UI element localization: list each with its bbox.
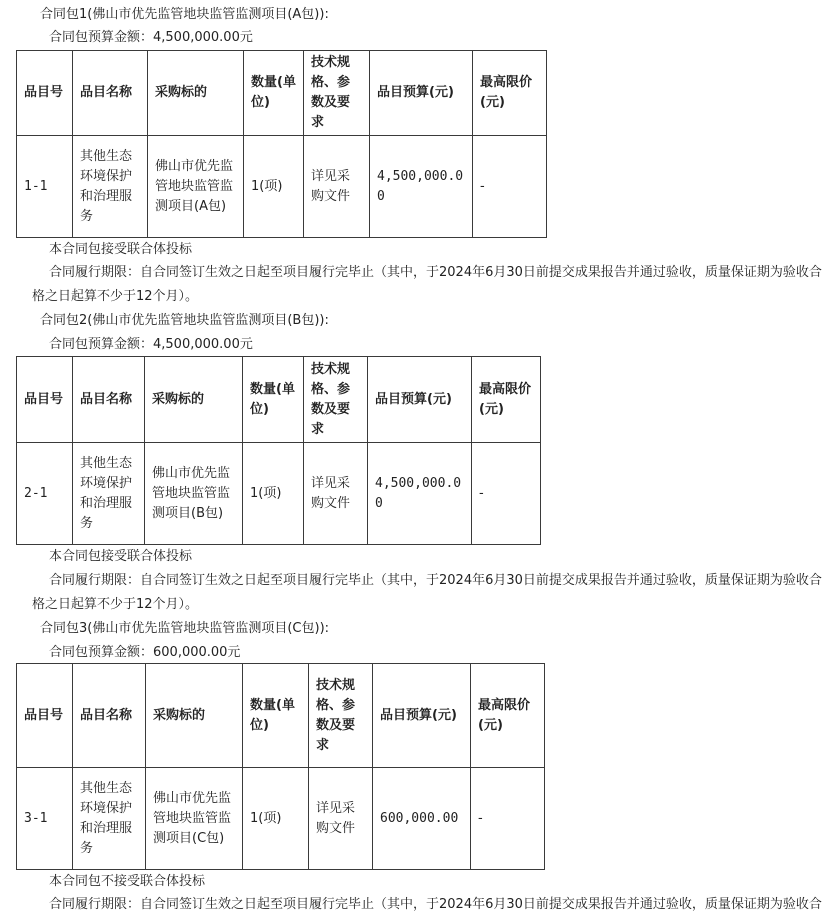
header-cell: 技术规格、参数及要求	[309, 664, 373, 768]
header-cell: 数量(单位)	[244, 51, 304, 136]
term-line: 合同履行期限：自合同签订生效之日起至项目履行完毕止（其中，于2024年6月30日前提交成果报告并通过验收，质量保证期为验收合	[49, 573, 822, 588]
table-row	[17, 768, 545, 870]
term-line-cont: 格之日起算不少于12个月）。	[32, 289, 199, 304]
term-line: 合同履行期限：自合同签订生效之日起至项目履行完毕止（其中，于2024年6月30日前提交成果报告并通过验收，质量保证期为验收合	[49, 265, 822, 280]
package-budget: 合同包预算金额：600,000.00元	[49, 645, 241, 660]
item-budget: 4,500,000.00	[368, 443, 472, 545]
item-name: 其他生态环境保护和治理服务	[73, 768, 146, 870]
header-cell: 品目名称	[73, 357, 145, 443]
header-cell: 数量(单位)	[243, 357, 304, 443]
header-cell: 最高限价(元)	[471, 664, 545, 768]
item-subject: 佛山市优先监管地块监管监测项目(A包)	[148, 136, 244, 238]
item-name: 其他生态环境保护和治理服务	[73, 136, 148, 238]
item-qty: 1(项)	[243, 443, 304, 545]
item-limit: -	[471, 768, 545, 870]
header-cell: 品目号	[17, 664, 73, 768]
item-id: 1-1	[17, 136, 73, 238]
item-spec: 详见采购文件	[309, 768, 373, 870]
item-budget: 4,500,000.00	[370, 136, 473, 238]
header-cell: 最高限价(元)	[473, 51, 547, 136]
package-title: 合同包2(佛山市优先监管地块监管监测项目(B包)):	[40, 313, 329, 328]
item-id: 2-1	[17, 443, 73, 545]
header-cell: 品目号	[17, 357, 73, 443]
package-table	[16, 356, 541, 545]
package-title: 合同包3(佛山市优先监管地块监管监测项目(C包)):	[40, 621, 330, 636]
term-line: 合同履行期限：自合同签订生效之日起至项目履行完毕止（其中，于2024年6月30日前提交成果报告并通过验收，质量保证期为验收合	[49, 897, 822, 912]
item-subject: 佛山市优先监管地块监管监测项目(B包)	[145, 443, 243, 545]
header-cell: 品目预算(元)	[368, 357, 472, 443]
table-row	[17, 136, 547, 238]
term-line-cont: 格之日起算不少于12个月）。	[32, 597, 199, 612]
package-table	[16, 50, 547, 238]
header-cell: 技术规格、参数及要求	[304, 51, 370, 136]
header-cell: 数量(单位)	[243, 664, 309, 768]
consortium-note: 本合同包接受联合体投标	[49, 242, 193, 257]
item-subject: 佛山市优先监管地块监管监测项目(C包)	[146, 768, 243, 870]
header-cell: 品目名称	[73, 664, 146, 768]
header-cell: 品目号	[17, 51, 73, 136]
item-spec: 详见采购文件	[304, 136, 370, 238]
item-qty: 1(项)	[244, 136, 304, 238]
table-row	[17, 443, 541, 545]
item-spec: 详见采购文件	[304, 443, 368, 545]
header-cell: 品目名称	[73, 51, 148, 136]
item-limit: -	[472, 443, 541, 545]
header-cell: 技术规格、参数及要求	[304, 357, 368, 443]
consortium-note: 本合同包接受联合体投标	[49, 549, 193, 564]
item-id: 3-1	[17, 768, 73, 870]
item-budget: 600,000.00	[373, 768, 471, 870]
header-cell: 采购标的	[148, 51, 244, 136]
table-header-row	[17, 51, 547, 136]
table-header-row	[17, 357, 541, 443]
header-cell: 采购标的	[145, 357, 243, 443]
item-name: 其他生态环境保护和治理服务	[73, 443, 145, 545]
consortium-note: 本合同包不接受联合体投标	[49, 874, 206, 889]
table-header-row	[17, 664, 545, 768]
package-title: 合同包1(佛山市优先监管地块监管监测项目(A包)):	[40, 7, 329, 22]
header-cell: 品目预算(元)	[373, 664, 471, 768]
header-cell: 品目预算(元)	[370, 51, 473, 136]
item-limit: -	[473, 136, 547, 238]
header-cell: 采购标的	[146, 664, 243, 768]
package-budget: 合同包预算金额：4,500,000.00元	[49, 337, 253, 352]
header-cell: 最高限价(元)	[472, 357, 541, 443]
package-budget: 合同包预算金额：4,500,000.00元	[49, 30, 253, 45]
package-table	[16, 663, 545, 870]
item-qty: 1(项)	[243, 768, 309, 870]
